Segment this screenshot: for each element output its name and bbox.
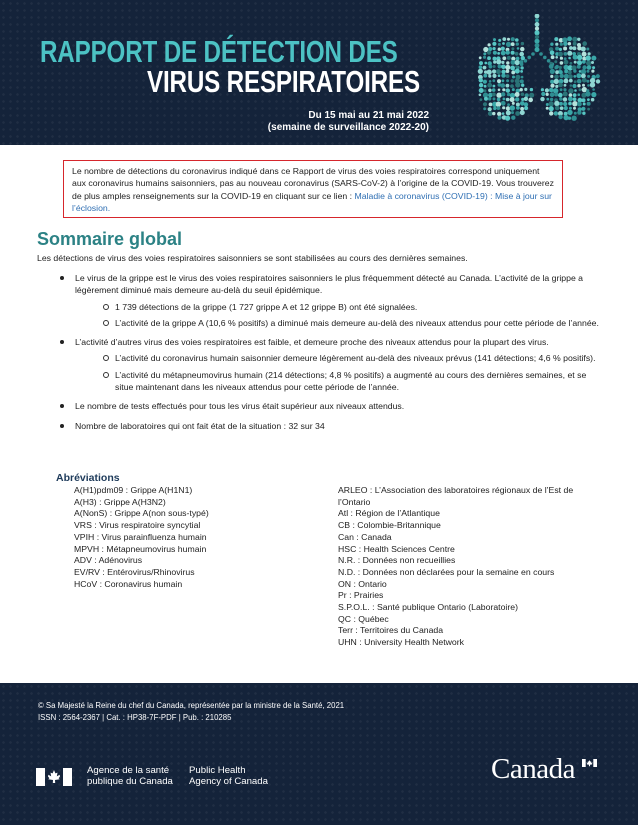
abbreviation-item: Atl : Région de l’Atlantique [338, 508, 440, 519]
summary-heading: Sommaire global [37, 229, 183, 249]
bullet-text: L’activité d’autres virus des voies respiratoires est faible, et demeure proche des niveaux attendus pour la plupart des virus. [75, 337, 549, 348]
sub-bullet: 1 739 détections de la grippe (1 727 grippe A et 12 grippe B) ont été signalées. [75, 301, 606, 313]
abbreviation-item: MPVH : Métapneumovirus humain [74, 543, 207, 554]
wordmark-flag-icon [582, 759, 597, 767]
sub-bullet: L’activité du coronavirus humain saisonnier demeure légèrement au-delà des niveaux prévus (141 détections; 4,6 % positifs). [75, 352, 606, 364]
abbreviation-item: CB : Colombie-Britannique [338, 520, 441, 531]
abbreviations-left-column [74, 485, 294, 590]
abbreviations-heading: Abréviations [56, 472, 120, 484]
abbreviation-item: ON : Ontario [338, 578, 387, 589]
abbreviation-item: N.R. : Données non recueillies [338, 555, 456, 566]
abbreviation-item: EV/RV : Entérovirus/Rhinovirus [74, 566, 195, 577]
copyright-block [38, 700, 344, 724]
agency-name-fr [87, 765, 173, 788]
abbreviation-item: HSC : Health Sciences Centre [338, 543, 455, 554]
abbreviations-right-column [338, 485, 578, 649]
abbreviation-item: ADV : Adénovirus [74, 555, 143, 566]
abbreviation-item: S.P.O.L. : Santé publique Ontario (Laboratoire) [338, 602, 518, 613]
abbreviation-item: A(H3) : Grippe A(H3N2) [74, 496, 166, 507]
bullet-other-viruses [58, 336, 606, 393]
canada-flag-icon [36, 768, 72, 786]
sub-bullet: L’activité du métapneumovirus humain (214 détections; 4,8 % positifs) a augmenté au cours des dernières semaines, et se situe maintenant dans les niveaux attendus pour cette période de l’année. [75, 369, 606, 394]
agency-en-line2: Agency of Canada [189, 776, 268, 788]
abbreviation-item: VPIH : Virus parainfluenza humain [74, 531, 207, 542]
abbreviation-item: A(H1)pdm09 : Grippe A(H1N1) [74, 485, 193, 495]
agency-en-line1: Public Health [189, 765, 246, 776]
abbreviation-item: Pr : Prairies [338, 590, 384, 601]
bullet-tests [58, 400, 606, 412]
agency-fr-line2: publique du Canada [87, 776, 173, 788]
date-range: Du 15 mai au 21 mai 2022 [308, 110, 429, 121]
report-title-line1: RAPPORT DE DÉTECTION DES [40, 34, 398, 69]
summary-bullets [58, 272, 606, 439]
report-title-line2: VIRUS RESPIRATOIRES [147, 64, 420, 99]
abbreviation-item: N.D. : Données non déclarées pour la semaine en cours [338, 566, 555, 577]
bullet-influenza [58, 272, 606, 329]
abbreviation-item: UHN : University Health Network [338, 637, 464, 648]
surveillance-week: (semaine de surveillance 2022-20) [267, 122, 429, 133]
agency-name-en [189, 765, 268, 788]
bullet-laboratories [58, 420, 606, 432]
notice-text: Le nombre de détections du coronavirus indiqué dans ce Rapport de virus des voies respiratoires correspond uniquement aux coronavirus humains saisonniers, pas au nouveau coronavirus (SARS-CoV-2) à l’origine de la COVID-19. Vous trouverez de plus amples renseignements sur la COVID-19 en cliquant sur ce lien : [72, 166, 554, 201]
abbreviation-item: VRS : Virus respiratoire syncytial [74, 520, 201, 531]
abbreviation-item: Terr : Territoires du Canada [338, 625, 444, 636]
abbreviation-item: HCoV : Coronavirus humain [74, 578, 183, 589]
abbreviation-item: QC : Québec [338, 613, 389, 624]
abbreviation-item: Can : Canada [338, 531, 392, 542]
report-dates [268, 110, 429, 134]
issn-text: ISSN : 2564-2367 | Cat. : HP38-7F-PDF | Pub. : 210285 [38, 713, 232, 722]
bullet-text: Nombre de laboratoires qui ont fait état de la situation : 32 sur 34 [75, 420, 325, 431]
report-header [0, 0, 638, 145]
covid-update-link[interactable]: Maladie à coronavirus (COVID-19) : Mise à jour sur l’éclosion. [72, 190, 552, 214]
bullet-text: Le nombre de tests effectués pour tous les virus était supérieur aux niveaux attendus. [75, 401, 405, 412]
abbreviation-item: ARLEO : L’Association des laboratoires régionaux de l’Est de l’Ontario [338, 485, 574, 507]
bullet-text: Le virus de la grippe est le virus des voies respiratoires saisonniers le plus fréquemment détecté au Canada. L’activité de la grippe a légèrement diminué mais demeure au-delà du seuil épidémique. [75, 273, 584, 296]
agency-fr-line1: Agence de la santé [87, 765, 170, 776]
covid-notice-box [63, 160, 563, 218]
report-footer [0, 683, 638, 825]
sub-bullet: L’activité de la grippe A (10,6 % positifs) a diminué mais demeure au-delà des niveaux attendus pour cette période de l’année. [75, 317, 606, 329]
abbreviation-item: A(NonS) : Grippe A(non sous-typé) [74, 508, 209, 519]
copyright-text: © Sa Majesté la Reine du chef du Canada, représentée par la ministre de la Santé, 2021 [38, 701, 345, 710]
canada-wordmark: Canada [491, 753, 575, 785]
summary-intro: Les détections de virus des voies respiratoires saisonniers se sont stabilisées au cours des dernières semaines. [37, 253, 468, 263]
lungs-illustration-icon [470, 14, 604, 126]
